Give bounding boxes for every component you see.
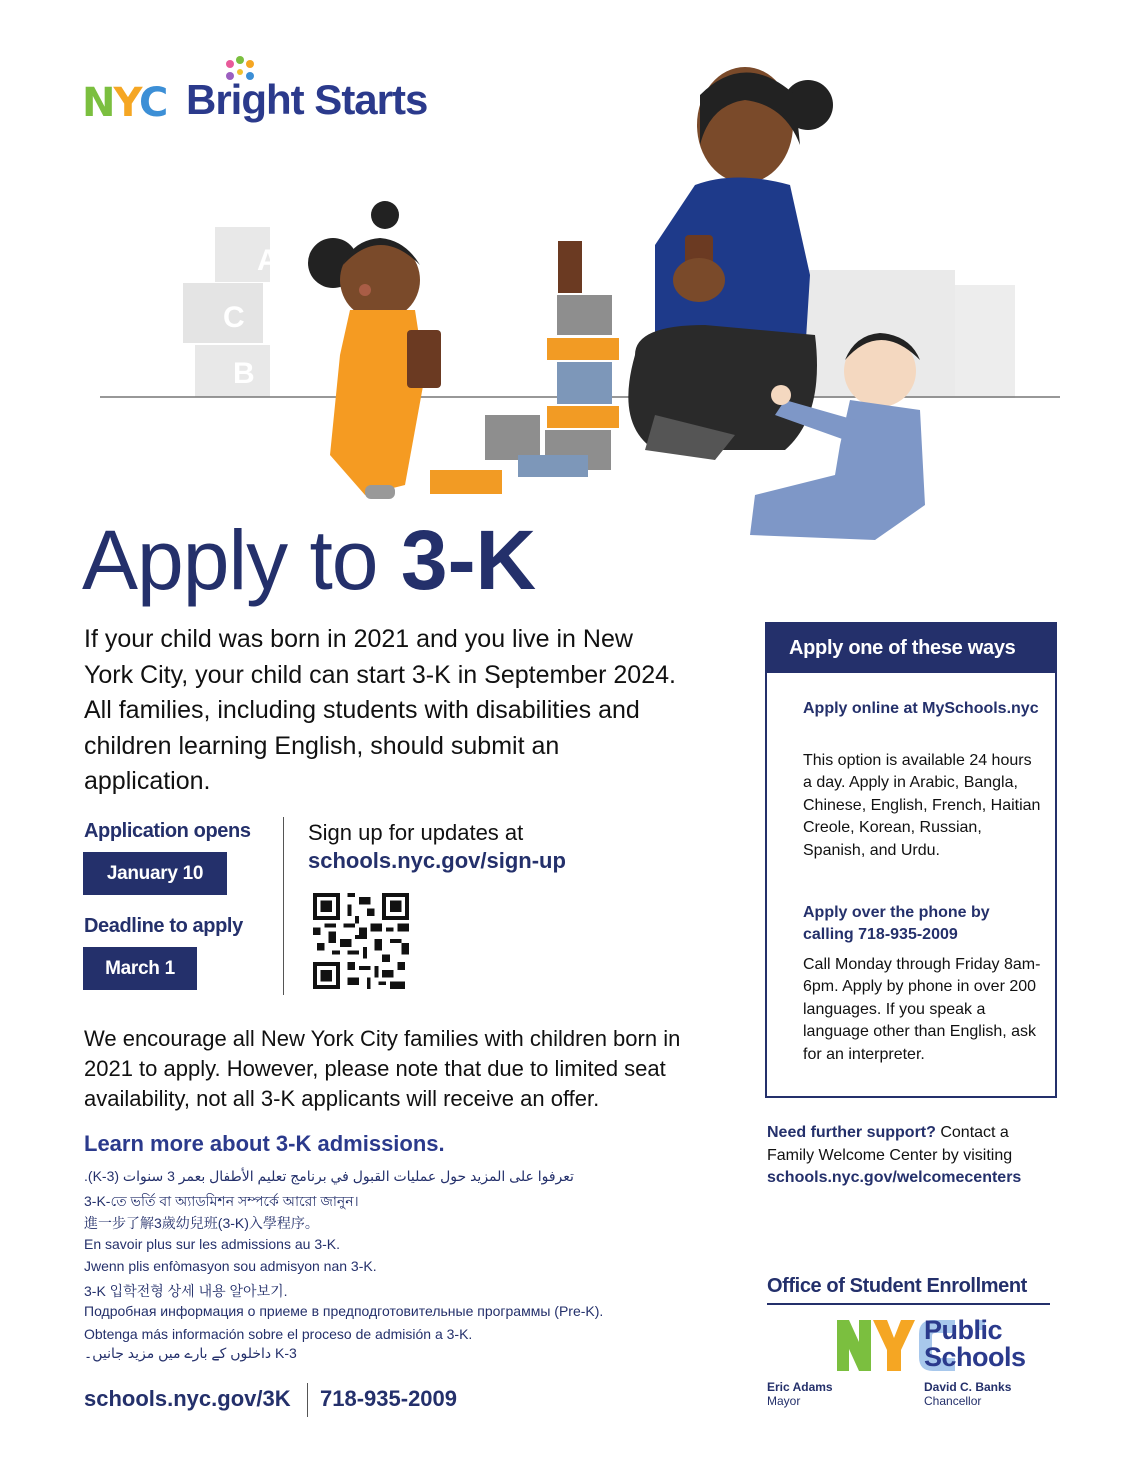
office-divider	[767, 1303, 1050, 1305]
footer-phone[interactable]: 718-935-2009	[320, 1386, 458, 1411]
chancellor-credit: David C. Banks Chancellor	[924, 1380, 1012, 1408]
apply-ways-box	[765, 622, 1057, 1098]
translation-arabic: تعرفوا على المزيد حول عمليات القبول في برنامج تعليم الأطفال بعمر 3 سنوات (3-K).	[84, 1168, 574, 1184]
learn-more-heading: Learn more about 3-K admissions.	[84, 1131, 445, 1156]
nyc-wordmark: NYC	[82, 80, 167, 126]
translation-haitian-creole: Jwenn plis enfòmasyon sou admisyon nan 3-K.	[84, 1258, 377, 1274]
apply-online-text: This option is available 24 hours a day. Apply in Arabic, Bangla, Chinese, English, French, Haitian Creole, Korean, Russian, Spanish, and Urdu.	[803, 752, 1041, 859]
translation-french: En savoir plus sur les admissions au 3-K.	[84, 1236, 340, 1252]
svg-text:B: B	[233, 357, 255, 390]
support-text: Need further support? Contact a Family Welcome Center by visiting schools.nyc.gov/welcomecenters	[767, 1124, 1022, 1186]
svg-text:A: A	[257, 244, 279, 277]
brand-name: Bright Starts	[186, 76, 428, 123]
deadline-date: March 1	[83, 947, 197, 990]
translation-spanish: Obtenga más información sobre el proceso de admisión a 3-K.	[84, 1326, 473, 1342]
apply-phone-text: Call Monday through Friday 8am-6pm. Apply by phone in over 200 languages. If you speak a language other than English, ask for an interpreter.	[803, 956, 1041, 1063]
deadline-label: Deadline to apply	[84, 915, 243, 937]
signup-text: Sign up for updates at	[308, 820, 524, 845]
footer-divider	[307, 1383, 308, 1417]
translation-bangla: 3-K-তে ভর্তি বা অ্যাডমিশন সম্পর্কে আরো জানুন।	[84, 1193, 359, 1209]
translation-urdu: 3-K داخلوں کے بارے میں مزید جانیں۔	[84, 1345, 297, 1361]
signup-link[interactable]: schools.nyc.gov/sign-up	[308, 848, 566, 873]
translation-chinese: 進一步了解3歲幼兒班(3-K)入學程序。	[84, 1215, 319, 1231]
translation-korean: 3-K 입학전형 상세 내용 알아보기.	[84, 1283, 288, 1299]
application-opens-date: January 10	[83, 852, 227, 895]
mayor-credit: Eric Adams Mayor	[767, 1380, 833, 1408]
support-heading: Need further support?	[767, 1124, 936, 1141]
welcome-centers-link[interactable]: schools.nyc.gov/welcomecenters	[767, 1169, 1022, 1186]
apply-phone-heading[interactable]: Apply over the phone by calling 718-935-2009	[803, 904, 990, 943]
public-schools-wordmark: Public Schools	[924, 1315, 1026, 1372]
footer-url[interactable]: schools.nyc.gov/3K	[84, 1386, 291, 1411]
application-opens-label: Application opens	[84, 820, 251, 842]
office-title: Office of Student Enrollment	[767, 1275, 1027, 1297]
page-title: Apply to 3-K	[82, 513, 537, 607]
intro-paragraph: If your child was born in 2021 and you live in New York City, your child can start 3-K in September 2024. All families, including students with disabilities and children learning English, should submit an application.	[84, 625, 676, 795]
translation-russian: Подробная информация о приеме в предподготовительные программы (Pre-K).	[84, 1303, 604, 1319]
encourage-paragraph: We encourage all New York City families with children born in 2021 to apply. However, please note that due to limited seat availability, not all 3-K applicants will receive an offer.	[84, 1026, 681, 1111]
family-playing-illustration	[95, 55, 1070, 555]
svg-text:C: C	[223, 301, 245, 334]
qr-code[interactable]	[313, 893, 409, 989]
apply-ways-header: Apply one of these ways	[767, 624, 1055, 673]
apply-online-heading[interactable]: Apply online at MySchools.nyc	[803, 700, 1039, 717]
vertical-divider	[283, 817, 284, 995]
